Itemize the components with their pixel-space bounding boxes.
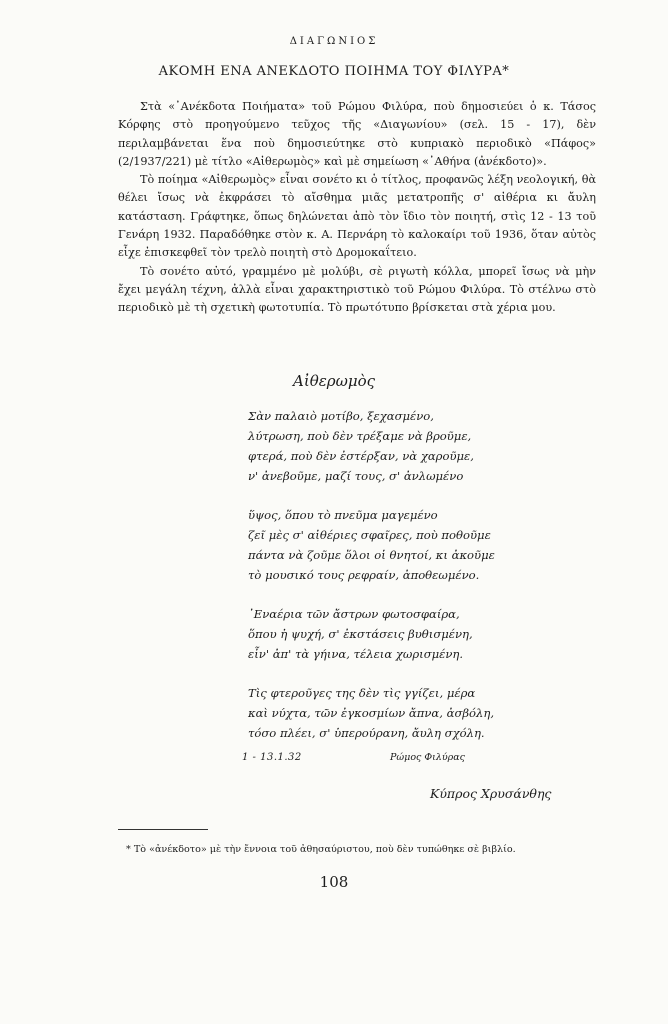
footnote-divider [118, 829, 208, 830]
poem-stanza [248, 604, 568, 664]
poem-line: πάντα νὰ ζοῦμε ὅλοι οἱ θνητοί, κι ἀκοῦμε [248, 548, 495, 562]
article-author: Κύπρος Χρυσάνθης [430, 786, 552, 801]
poem-line: Τὶς φτεροῦγες της δὲν τὶς γγίζει, μέρα [248, 686, 476, 700]
article-title: ΑΚΟΜΗ ΕΝΑ ΑΝΕΚΔΟΤΟ ΠΟΙΗΜΑ ΤΟΥ ΦΙΛΥΡΑ* [158, 64, 510, 79]
poem-line: τὸ μουσικό τους ρεφραίν, ἀποθεωμένο. [248, 568, 480, 582]
poem-line: ν' ἀνεβοῦμε, μαζί τους, σ' ἀνλωμένο [248, 469, 464, 483]
poem-date: 1 - 13.1.32 [242, 752, 302, 763]
poem-line: εἶν' ἀπ' τὰ γήινα, τέλεια χωρισμένη. [248, 647, 464, 661]
poem-stanza [248, 406, 568, 486]
paragraph: Στὰ «᾿Ανέκδοτα Ποιήματα» τοῦ Ρώμου Φιλύρα, ποὺ δημοσιεύει ὁ κ. Τάσος Κόρφης στὸ προηγούμενο τεῦχος τῆς «Διαγωνίου» (σελ. 15 - 17), δὲν περιλαμβάνεται ἕνα ποὺ δημοσιεύτηκε στὸ κυπριακὸ περιοδικὸ «Πάφος» (2/1937/221) μὲ τίτλο «Αἰθερωμὸς» καὶ μὲ σημείωση «᾿Αθήνα (ἀνέκδοτο)». [118, 100, 596, 168]
poem-line: λύτρωση, ποὺ δὲν τρέξαμε νὰ βροῦμε, [248, 429, 472, 443]
footnote: * Τὸ «ἀνέκδοτο» μὲ τὴν ἔννοια τοῦ ἀθησαύριστου, ποὺ δὲν τυπώθηκε σὲ βιβλίο. [126, 844, 516, 855]
page-number: 108 [319, 873, 349, 891]
paragraph: Τὸ ποίημα «Αἰθερωμὸς» εἶναι σονέτο κι ὁ τίτλος, προφανῶς λέξη νεολογική, θὰ θέλει ἴσως νὰ ἐκφράσει τὸ αἴσθημα μιᾶς μετατροπῆς σ' αἰθέρια κι ἄυλη κατάσταση. Γράφτηκε, ὅπως δηλώνεται ἀπὸ τὸν ἴδιο τὸν ποιητή, στὶς 12 - 13 τοῦ Γενάρη 1932. Παραδόθηκε στὸν κ. Α. Περνάρη τὸ καλοκαίρι τοῦ 1936, ὅταν αὐτὸς εἶχε ἐπισκεφθεῖ τὸν τρελὸ ποιητὴ στὸ Δρομοκαΐτειο. [118, 173, 596, 260]
poem-line: καὶ νύχτα, τῶν ἐγκοσμίων ἄπνα, ἀσβόλη, [248, 706, 495, 720]
poem-line: τόσο πλέει, σ' ὑπερούρανη, ἄυλη σχόλη. [248, 726, 485, 740]
article-body [118, 98, 596, 318]
poem-line: φτερά, ποὺ δὲν ἐστέρξαν, νὰ χαροῦμε, [248, 449, 474, 463]
paragraph: Τὸ σονέτο αὐτό, γραμμένο μὲ μολύβι, σὲ ριγωτὴ κόλλα, μπορεῖ ἴσως νὰ μὴν ἔχει μεγάλη τέχνη, ἀλλὰ εἶναι χαρακτηριστικὸ τοῦ Ρώμου Φιλύρα. Τὸ στέλνω στὸ περιοδικὸ μὲ τὴ σχετικὴ φωτοτυπία. Τὸ πρωτότυπο βρίσκεται στὰ χέρια μου. [118, 264, 596, 315]
poem-line: ᾿Εναέρια τῶν ἄστρων φωτοσφαίρα, [248, 607, 460, 621]
running-head: ΔΙΑΓΩΝΙΟΣ [289, 36, 379, 47]
poem-stanza [248, 505, 568, 585]
poem-line: ζεῖ μὲς σ' αἰθέριες σφαῖρες, ποὺ ποθοῦμε [248, 528, 491, 542]
poem-title: Αἰθερωμὸς [292, 372, 376, 390]
poet-signature: Ρώμος Φιλύρας [390, 752, 466, 763]
poem-line: Σὰν παλαιὸ μοτίβο, ξεχασμένο, [248, 409, 434, 423]
poem-line: ὕψος, ὅπου τὸ πνεῦμα μαγεμένο [248, 508, 438, 522]
poem-stanza [248, 683, 568, 743]
poem [248, 406, 568, 762]
poem-line: ὅπου ἡ ψυχή, σ' ἐκστάσεις βυθισμένη, [248, 627, 473, 641]
